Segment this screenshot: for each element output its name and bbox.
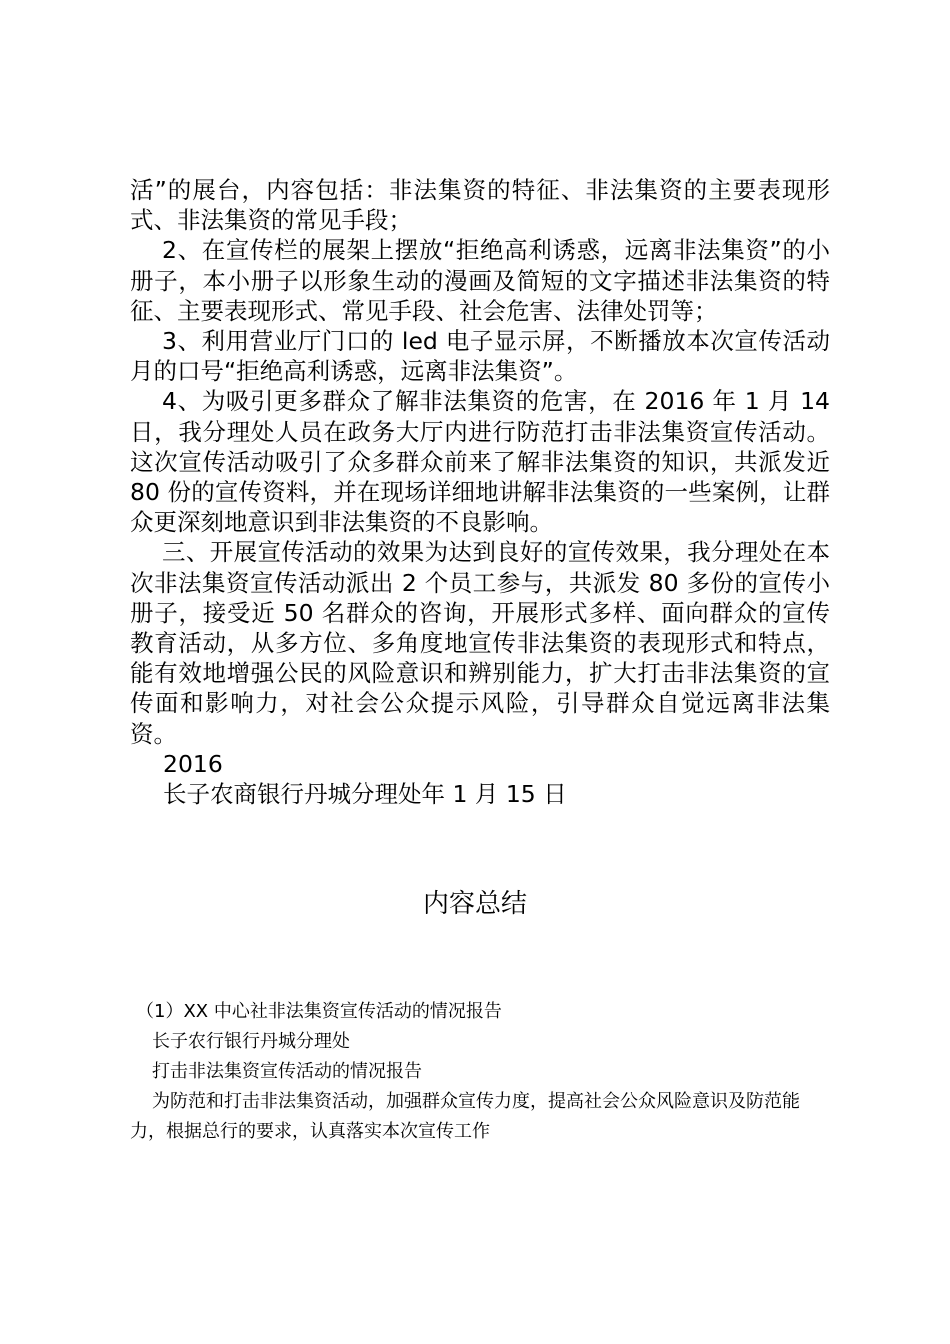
summary-line: 长子农行银行丹城分理处 [152,1031,350,1052]
document-body [130,175,830,809]
summary-line: 打击非法集资宣传活动的情况报告 [152,1061,422,1082]
summary-line: 为防范和打击非法集资活动，加强群众宣传力度，提高社会公众风险意识及防范能力，根据总行的要求，认真落实本次宣传工作 [130,1091,800,1142]
summary-title: 内容总结 [422,889,527,919]
summary-section [130,997,820,1147]
summary-line: （1）XX 中心社非法集资宣传活动的情况报告 [136,1001,502,1022]
signature-year: 2016 [163,749,223,778]
paragraph-continuation: 活”的展台，内容包括：非法集资的特征、非法集资的主要表现形式、非法集资的常见手段； [130,176,830,235]
signature-line: 长子农商银行丹城分理处年 1 月 15 日 [163,780,567,809]
paragraph-item-3: 3、利用营业厅门口的 led 电子显示屏，不断播放本次宣传活动月的口号“拒绝高利诱惑，远离非法集资”。 [130,327,830,386]
paragraph-item-2: 2、在宣传栏的展架上摆放“拒绝高利诱惑，远离非法集资”的小册子，本小册子以形象生动的漫画及简短的文字描述非法集资的特征、主要表现形式、常见手段、社会危害、法律处罚等； [130,236,830,325]
paragraph-section-3: 三、开展宣传活动的效果为达到良好的宣传效果，我分理处在本次非法集资宣传活动派出 2 个员工参与，共派发 80 多份的宣传小册子，接受近 50 名群众的咨询，开展形式多样、面向群众的宣传教育活动，从多方位、多角度地宣传非法集资的表现形式和特点，能有效地增强公民的风险意识和辨别能力，扩大打击非法集资的宣传面和影响力，对社会公众提示风险，引导群众自觉远离非法集资。 [130,538,830,748]
paragraph-item-4: 4、为吸引更多群众了解非法集资的危害，在 2016 年 1 月 14 日，我分理处人员在政务大厅内进行防范打击非法集资宣传活动。这次宣传活动吸引了众多群众前来了解非法集资的知识，共派发近 80 份的宣传资料，并在现场详细地讲解非法集资的一些案例，让群众更深刻地意识到非法集资的不良影响。 [130,387,830,537]
